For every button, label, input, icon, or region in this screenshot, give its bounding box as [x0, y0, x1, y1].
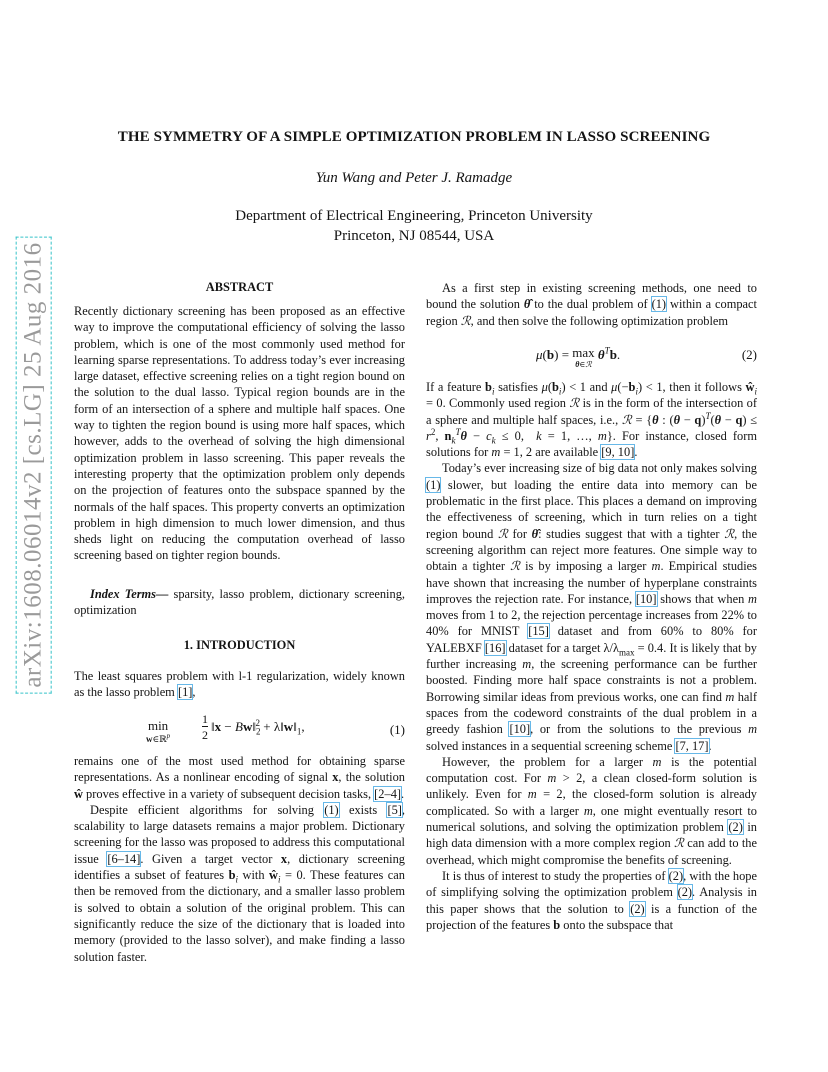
citation-link[interactable]: [16] — [484, 640, 506, 655]
citation-link[interactable]: [6–14] — [107, 851, 141, 866]
index-terms-text: sparsity, lasso problem, dictionary screening, optimization — [74, 587, 405, 618]
citation-link[interactable]: [10] — [509, 722, 531, 737]
intro-paragraph-2: remains one of the most used method for obtaining sparse representations. As a nonlinear encoding of signal x, the solution ŵ proves effective in a variety of subsequent decision tasks, [2–4]. Despite efficient algorithms for solving (1) exists [5], scalability to large datasets remains a major problem. Dictionary screening for the lasso was proposed to address this computational issue [6–14]. Given a target vector x, dictionary screening identifies a subset of features $b_i$ with $ŵ_i = 0$. These features can then be removed from the dictionary, and a smaller lasso problem is solved to obtain a solution of the original problem. This can significantly reduce the size of the dictionary that is loaded into memory (provided to the lasso solver), and make finding a lasso solution faster. — [74, 754, 406, 964]
index-terms-label: Index Terms— — [90, 587, 169, 601]
intro-heading: 1. INTRODUCTION — [183, 638, 296, 652]
citation-link[interactable]: (2) — [728, 820, 743, 835]
citation-link[interactable]: (2) — [630, 901, 645, 916]
arxiv-watermark — [16, 242, 52, 688]
paper-title: THE SYMMETRY OF A SIMPLE OPTIMIZATION PROBLEM IN LASSO SCREENING — [117, 129, 711, 145]
equation-2-number: (2) — [741, 347, 757, 362]
citation-link[interactable]: [7, 17] — [675, 738, 709, 753]
citation-link[interactable]: [1] — [177, 685, 193, 700]
right-paragraph-2: If a feature $b_i$ satisfies $\mu(b_i) < 1$ and $\mu(-b_i) < 1$, then it follows $ŵ_i = 0$. Commonly used region ℛ is in the form of the intersection of a sphere and multiple half spaces, i.e., ℛ = {θ : $(\theta - q)^T(\theta - q) \le r^2$, $n_k^T\theta - c_k \le 0$, k = 1, …, m}. For instance, closed form solutions for m = 1, 2 are available [9, 10]. Today’s ever increasing size of big data not only makes solving (1) slower, but loading the entire data into memory can be problematic in the first place. This places a demand on improving the effectiveness of screening, which in turn relies on a tight region bound ℛ for θ̂: studies suggest that with a tighter ℛ, the screening algorithm can reject more features. One simple way to obtain a tighter ℛ is by imposing a larger m. Empirical studies have shown that increasing the number of hyperplane constraints improves the rejection rate. For instance, [10] shows that when m moves from 1 to 2, the rejection percentage increases from 22% to 40% for MNIST [15] dataset and from 60% to 80% for YALEBXF [16] dataset for a target $\lambda/\lambda_{max} = 0.4$. It is likely that by further increasing m, the screening performance can be further boosted. Finding more half space constraints is not a problem. Borrowing similar ideas from previous works, one can find m half spaces from the codeword constraints of the dual problem in a greedy fashion [10], or from the solutions to the previous m solved instances in a sequential screening scheme [7, 17]. However, the problem for a larger m is the potential computation cost. For m > 2, a clean closed-form solution is unlikely. Even for m = 2, the closed-form solution is already complicated. So with a larger m, one might eventually resort to numerical solutions, and solving the optimization problem (2) in high data dimension with a more complex region ℛ can add to the overhead, which might compromise the benefits of screening. It is thus of interest to study the properties of (2), with the hope of simplifying solving the optimization problem (2). Analysis in this paper shows that the solution to (2) is a function of the projection of the features b onto the subspace that — [426, 380, 758, 932]
index-terms — [74, 586, 405, 619]
citation-link[interactable]: [2–4] — [374, 786, 402, 801]
right-paragraph-1: As a first step in existing screening methods, one need to bound the solution θ̂ to the dual problem of (1) within a compact region ℛ, and then solve the following optimization problem — [426, 281, 757, 328]
equation-2: μ(b) = max θ∈ℛ $\theta^Tb$. (2) — [536, 345, 757, 369]
arxiv-watermark-text: arXiv:1608.06014v2 [cs.LG] 25 Aug 2016 — [20, 242, 47, 688]
citation-link[interactable]: [10] — [635, 591, 657, 606]
citation-link[interactable]: (2) — [677, 885, 693, 900]
citation-link[interactable]: [5] — [387, 802, 402, 817]
equation-1-number: (1) — [389, 722, 405, 737]
citation-link[interactable]: [9, 10] — [601, 445, 635, 460]
abstract-heading: ABSTRACT — [205, 280, 274, 294]
affiliation-line-1: Department of Electrical Engineering, Princeton University — [235, 208, 593, 224]
paper-authors: Yun Wang and Peter J. Ramadge — [315, 170, 513, 186]
intro-paragraph-1: The least squares problem with l-1 regularization, widely known as the lasso problem [1], — [74, 669, 405, 700]
equation-1: min w∈ℝ$^p$ 1 2 ‖x − $Bw‖_2^2$ + $\lambda‖w‖_1$, (1) — [146, 712, 405, 744]
affiliation — [0, 206, 828, 246]
abstract-text: Recently dictionary screening has been proposed as an effective way to improve the computational efficiency of solving the lasso problem, which is one of the most commonly used method for learning sparse representations. To address today’s ever increasing large dataset, effective screening relies on a tight region bound on the solution to the dual lasso. Typical region bounds are in the form of an intersection of a sphere and multiple half spaces. One way to tighten the region bound is using more half spaces, which however, adds to the overhead of solving the high dimensional optimization problem in lasso screening. This paper reveals the interesting property that the optimization problem only depends on the projection of features onto the subspace spanned by the normals of the half spaces. This property converts an optimization problem in high dimension to much lower dimension, and thus sheds light on reducing the computation overhead of lasso screening based on tighter region bounds. — [74, 304, 405, 563]
equation-1-min: min — [147, 718, 169, 733]
citation-link[interactable]: (1) — [426, 477, 441, 492]
citation-link[interactable]: (2) — [668, 868, 684, 883]
affiliation-line-2: Princeton, NJ 08544, USA — [333, 228, 495, 244]
citation-link[interactable]: (1) — [324, 802, 339, 817]
citation-link[interactable]: (1) — [651, 297, 667, 312]
abstract-body — [74, 303, 405, 564]
citation-link[interactable]: [15] — [528, 624, 549, 639]
